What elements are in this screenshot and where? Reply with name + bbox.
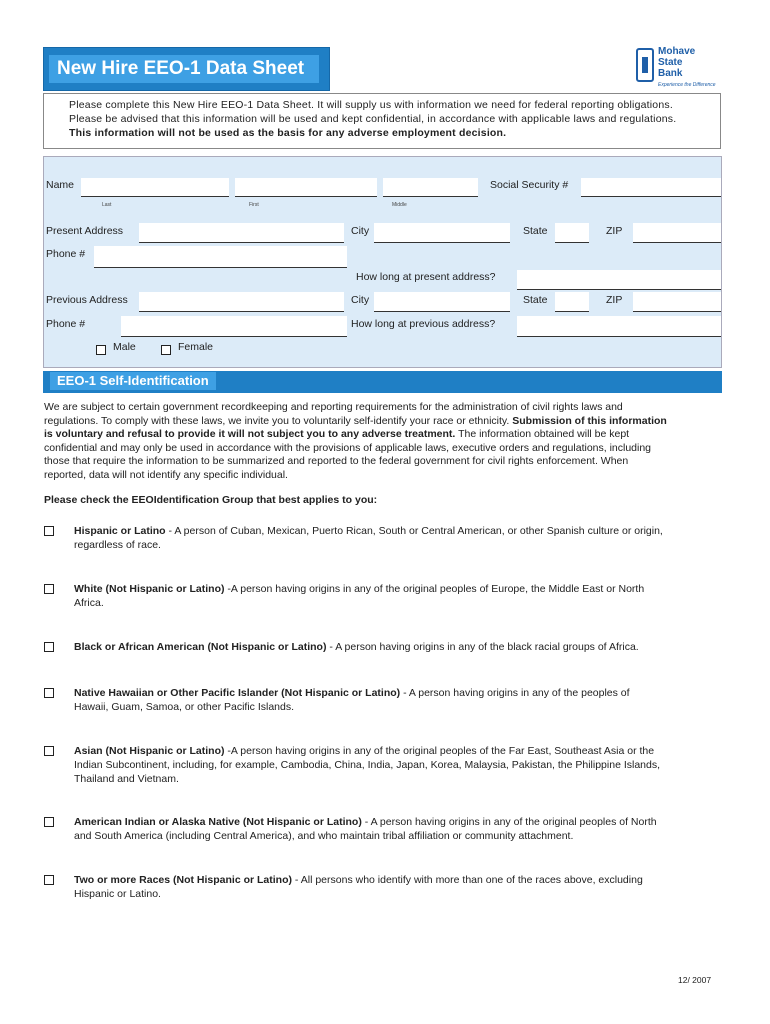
how-long-previous-input[interactable] — [517, 316, 721, 337]
option-american-indian-checkbox[interactable] — [44, 817, 54, 827]
male-checkbox[interactable] — [96, 345, 106, 355]
page-title: New Hire EEO-1 Data Sheet — [49, 55, 319, 83]
name-label: Name — [46, 179, 75, 191]
option-hispanic-checkbox[interactable] — [44, 526, 54, 536]
option-name: Two or more Races (Not Hispanic or Latino) — [74, 874, 292, 886]
first-name-input[interactable] — [235, 178, 377, 197]
state-input[interactable] — [555, 223, 589, 243]
option-desc: -A person having origins in any of the original peoples of Europe, the Middle East or North — [224, 583, 645, 595]
option-desc: -A person having origins in any of the original peoples of the Far East, Southeast Asia or the — [224, 745, 655, 757]
middle-name-input[interactable] — [383, 178, 478, 197]
phone-input[interactable] — [94, 246, 347, 268]
logo-line-2: State — [658, 57, 683, 68]
last-caption: Last — [102, 202, 112, 208]
phone-label: Phone # — [46, 248, 86, 260]
intro-line-2: Please be advised that this information will be used and kept confidential, in accordance with applicable laws and regulations. — [69, 113, 677, 125]
para-line-3 — [44, 428, 724, 442]
option-name: American Indian or Alaska Native (Not Hispanic or Latino) — [74, 816, 362, 828]
intro-line-3: This information will not be used as the basis for any adverse employment decision. — [69, 127, 507, 139]
zip-label: ZIP — [606, 225, 623, 237]
para-line-5: those that require the information to be summarized and reported to the federal government for civil rights enforcement. When — [44, 455, 629, 468]
city2-input[interactable] — [374, 292, 510, 312]
state-label: State — [523, 225, 548, 237]
last-name-input[interactable] — [81, 178, 229, 197]
how-long-previous-label: How long at previous address? — [351, 318, 496, 330]
para-line-2b: Submission of this information — [512, 414, 667, 427]
option-desc-2: Indian Subcontinent, including, for example, Cambodia, China, India, Japan, Korea, Malaysia, Pakistan, the Philippine Islands, — [74, 759, 661, 771]
how-long-present-label: How long at present address? — [356, 271, 496, 283]
bank-logo — [636, 46, 746, 92]
present-address-label: Present Address — [46, 225, 124, 237]
eeo-section-title: EEO-1 Self-Identification — [50, 372, 216, 390]
para-line-2a: regulations. To comply with these laws, we invite you to voluntarily self-identify your race or ethnicity. — [44, 414, 510, 427]
option-desc-2: regardless of race. — [74, 539, 161, 551]
present-address-input[interactable] — [139, 223, 344, 243]
para-line-6: reported, data will not identify any specific individual. — [44, 468, 288, 481]
option-desc: - A person having origins in any of the original peoples of North — [361, 816, 657, 828]
state2-input[interactable] — [555, 292, 589, 312]
logo-line-1: Mohave — [658, 46, 696, 57]
option-two-or-more-checkbox[interactable] — [44, 875, 54, 885]
para-line-2 — [44, 415, 724, 429]
para-line-1: We are subject to certain government recordkeeping and reporting requirements for the administration of civil rights laws and — [44, 401, 623, 413]
female-label: Female — [178, 341, 214, 353]
personal-info-form — [43, 156, 722, 368]
how-long-present-input[interactable] — [517, 270, 721, 290]
intro-line-1: Please complete this New Hire EEO-1 Data Sheet. It will supply us with information we need for federal reporting obligations. — [69, 99, 673, 111]
ssn-input[interactable] — [581, 178, 721, 197]
option-name: White (Not Hispanic or Latino) — [74, 583, 225, 595]
option-asian-checkbox[interactable] — [44, 746, 54, 756]
city-label: City — [351, 225, 370, 237]
eeo-paragraph — [44, 401, 724, 483]
logo-line-3: Bank — [658, 68, 683, 79]
zip2-input[interactable] — [633, 292, 721, 312]
middle-caption: Middle — [392, 202, 407, 208]
option-white-checkbox[interactable] — [44, 584, 54, 594]
option-name: Native Hawaiian or Other Pacific Islander (Not Hispanic or Latino) — [74, 687, 401, 699]
city-input[interactable] — [374, 223, 510, 243]
phone2-input[interactable] — [121, 316, 347, 337]
intro-box — [43, 93, 721, 149]
female-checkbox[interactable] — [161, 345, 171, 355]
state2-label: State — [523, 294, 548, 306]
option-name: Asian (Not Hispanic or Latino) — [74, 745, 225, 757]
option-desc-2: Hawaii, Guam, Samoa, or other Pacific Islands. — [74, 701, 295, 713]
previous-address-input[interactable] — [139, 292, 344, 312]
para-line-3a: is voluntary and refusal to provide it will not subject you to any adverse treatment. — [44, 428, 456, 441]
title-banner — [43, 47, 330, 91]
option-desc: - A person of Cuban, Mexican, Puerto Rican, South or Central American, or other Spanish culture or origin, — [165, 525, 663, 537]
logo-text — [658, 46, 695, 79]
option-name: Black or African American (Not Hispanic or Latino) — [74, 641, 327, 653]
option-two-or-more-text — [74, 873, 643, 901]
option-desc: - A person having origins in any of the black racial groups of Africa. — [326, 641, 639, 653]
option-hispanic-text — [74, 524, 663, 552]
logo-tagline: Experience the Difference — [658, 82, 716, 88]
male-label: Male — [113, 341, 136, 353]
para-line-4: confidential and may only be used in accordance with the provisions of applicable laws, executive orders and regulations, including — [44, 441, 652, 454]
para-line-3b: The information obtained will be kept — [458, 428, 630, 441]
option-american-indian-text — [74, 815, 657, 843]
option-desc: - All persons who identify with more than one of the races above, excluding — [292, 874, 643, 886]
option-desc: - A person having origins in any of the peoples of — [400, 687, 630, 699]
option-asian-text — [74, 744, 660, 786]
phone2-label: Phone # — [46, 318, 86, 330]
previous-address-label: Previous Address — [46, 294, 128, 306]
option-desc-2: Hispanic or Latino. — [74, 888, 161, 900]
option-desc-2: Africa. — [74, 597, 104, 609]
option-desc-2: and South America (including Central America), and who maintain tribal affiliation or community attachment. — [74, 830, 574, 842]
eeo-section-bar — [43, 371, 722, 393]
logo-emblem-icon — [636, 48, 654, 82]
zip-input[interactable] — [633, 223, 721, 243]
option-black-text — [74, 640, 639, 654]
option-black-checkbox[interactable] — [44, 642, 54, 652]
option-desc-3: Thailand and Vietnam. — [74, 773, 179, 785]
option-white-text — [74, 582, 644, 610]
option-pacific-islander-text — [74, 686, 630, 714]
zip2-label: ZIP — [606, 294, 623, 306]
option-name: Hispanic or Latino — [74, 525, 166, 537]
ssn-label: Social Security # — [490, 179, 569, 191]
option-pacific-islander-checkbox[interactable] — [44, 688, 54, 698]
city2-label: City — [351, 294, 370, 306]
eeo-prompt: Please check the EEOIdentification Group that best applies to you: — [44, 494, 378, 506]
first-caption: First — [249, 202, 259, 208]
form-date: 12/ 2007 — [678, 975, 712, 985]
